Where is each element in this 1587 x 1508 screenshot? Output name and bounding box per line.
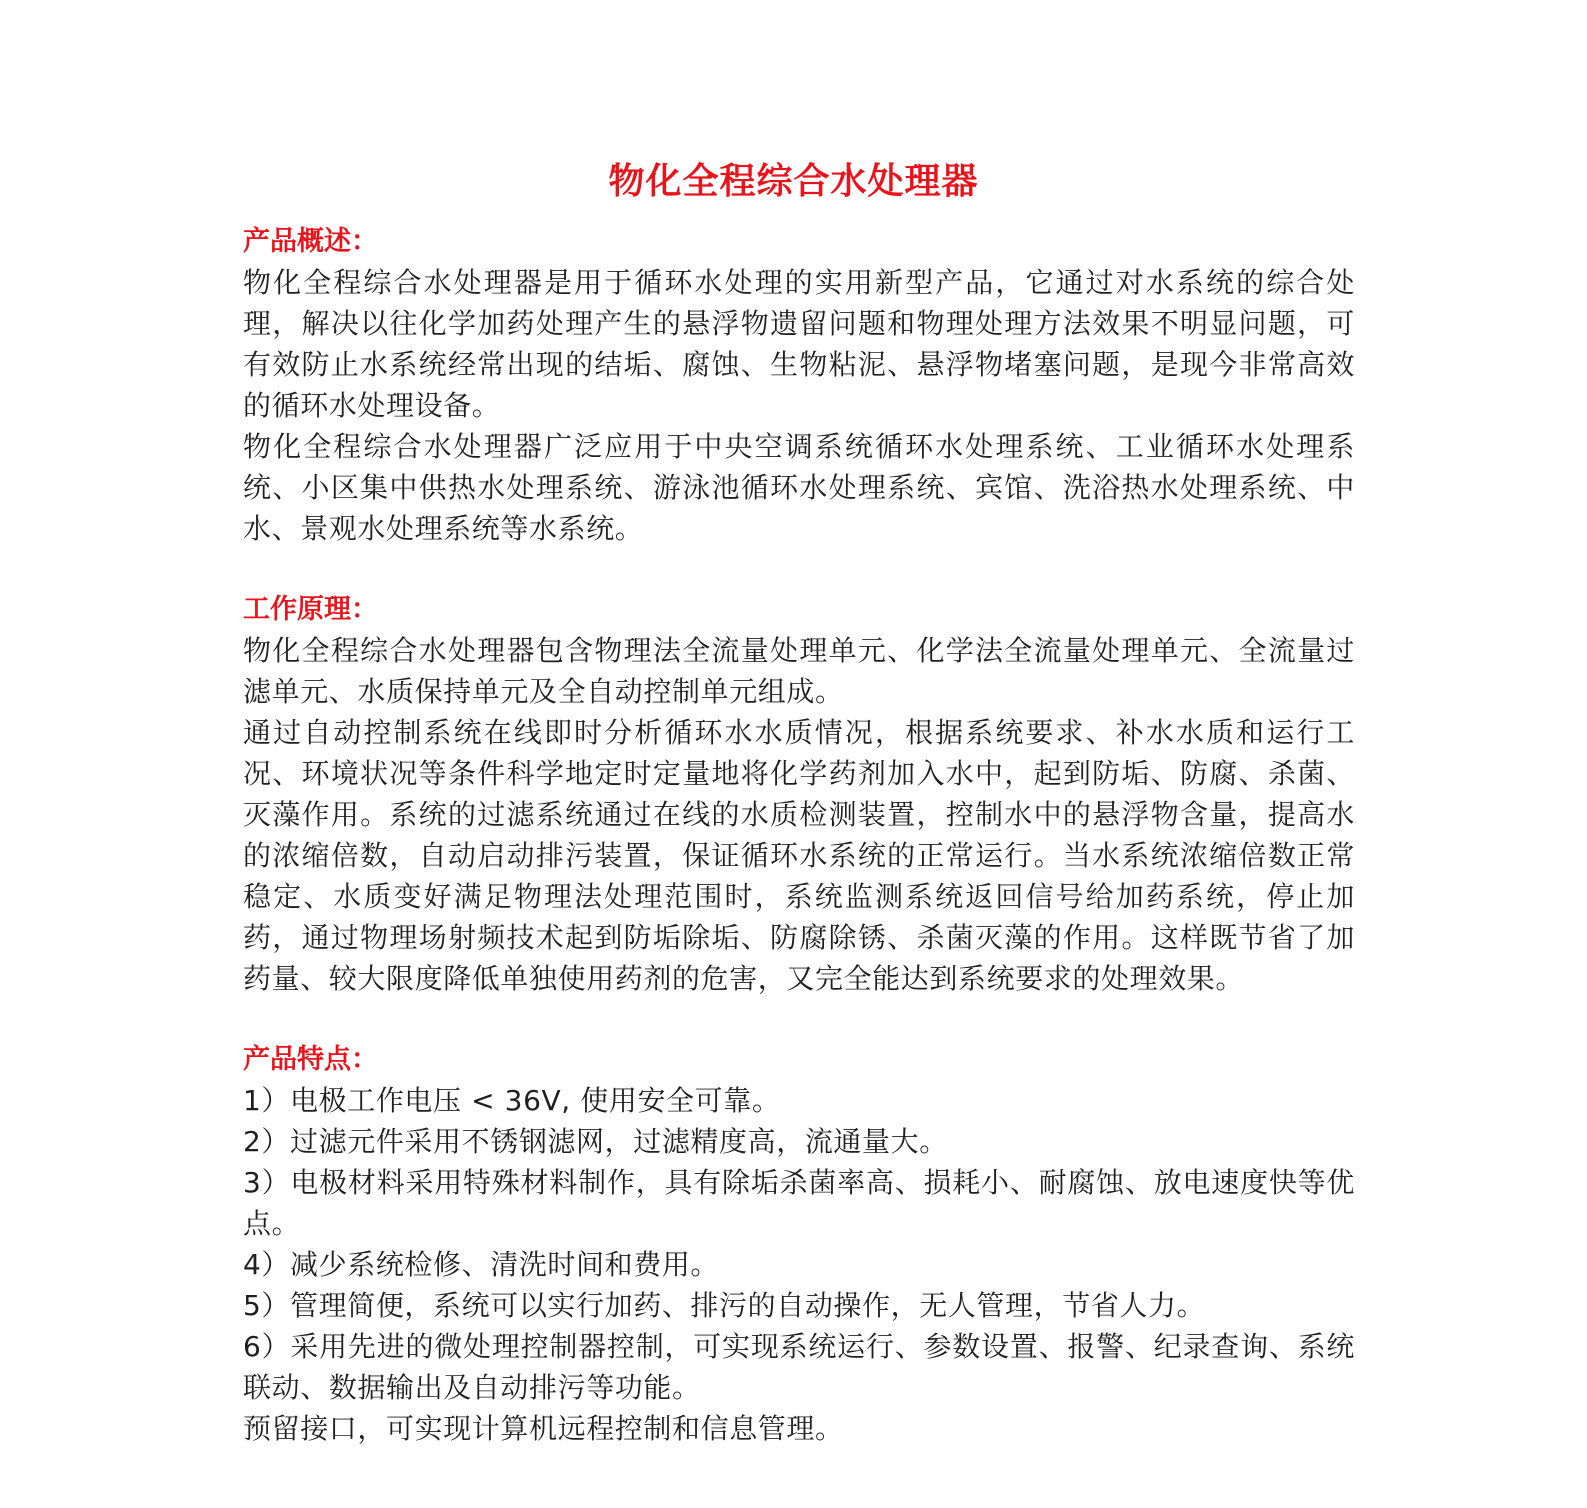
document-body	[243, 222, 1355, 1449]
section-heading-principle: 工作原理：	[243, 594, 378, 625]
paragraph: 通过自动控制系统在线即时分析循环水水质情况，根据系统要求、补水水质和运行工况、环境状况等条件科学地定时定量地将化学药剂加入水中，起到防垢、防腐、杀菌、灭藻作用。系统的过滤系统通过在线的水质检测装置，控制水中的悬浮物含量，提高水的浓缩倍数，自动启动排污装置，保证循环水系统的正常运行。当水系统浓缩倍数正常稳定、水质变好满足物理法处理范围时，系统监测系统返回信号给加药系统，停止加药，通过物理场射频技术起到防垢除垢、防腐除锈、杀菌灭藻的作用。这样既节省了加药量、较大限度降低单独使用药剂的危害，又完全能达到系统要求的处理效果。	[243, 716, 1355, 995]
document-title: 物化全程综合水处理器	[608, 161, 979, 202]
spacer	[243, 999, 1355, 1040]
paragraph: 物化全程综合水处理器广泛应用于中央空调系统循环水处理系统、工业循环水处理系统、小区集中供热水处理系统、游泳池循环水处理系统、宾馆、洗浴热水处理系统、中水、景观水处理系统等水系统。	[243, 430, 1355, 545]
feature-item: 1）电极工作电压 < 36V, 使用安全可靠。	[243, 1084, 781, 1117]
paragraph: 物化全程综合水处理器是用于循环水处理的实用新型产品，它通过对水系统的综合处理，解决以往化学加药处理产生的悬浮物遗留问题和物理处理方法效果不明显问题，可有效防止水系统经常出现的结垢、腐蚀、生物粘泥、悬浮物堵塞问题，是现今非常高效的循环水处理设备。	[243, 266, 1355, 422]
feature-item: 5）管理简便，系统可以实行加药、排污的自动操作，无人管理，节省人力。	[243, 1289, 1206, 1322]
feature-item: 预留接口，可实现计算机远程控制和信息管理。	[243, 1412, 844, 1445]
section-heading-features: 产品特点：	[243, 1044, 378, 1075]
paragraph: 物化全程综合水处理器包含物理法全流量处理单元、化学法全流量处理单元、全流量过滤单元、水质保持单元及全自动控制单元组成。	[243, 634, 1355, 708]
section-heading-overview: 产品概述：	[243, 226, 378, 257]
feature-item: 3）电极材料采用特殊材料制作，具有除垢杀菌率高、损耗小、耐腐蚀、放电速度快等优点。	[243, 1166, 1355, 1240]
feature-item: 2）过滤元件采用不锈钢滤网，过滤精度高，流通量大。	[243, 1125, 948, 1158]
feature-item: 6）采用先进的微处理控制器控制，可实现系统运行、参数设置、报警、纪录查询、系统联动、数据输出及自动排污等功能。	[243, 1330, 1355, 1404]
spacer	[243, 549, 1355, 590]
feature-item: 4）减少系统检修、清洗时间和费用。	[243, 1248, 720, 1281]
